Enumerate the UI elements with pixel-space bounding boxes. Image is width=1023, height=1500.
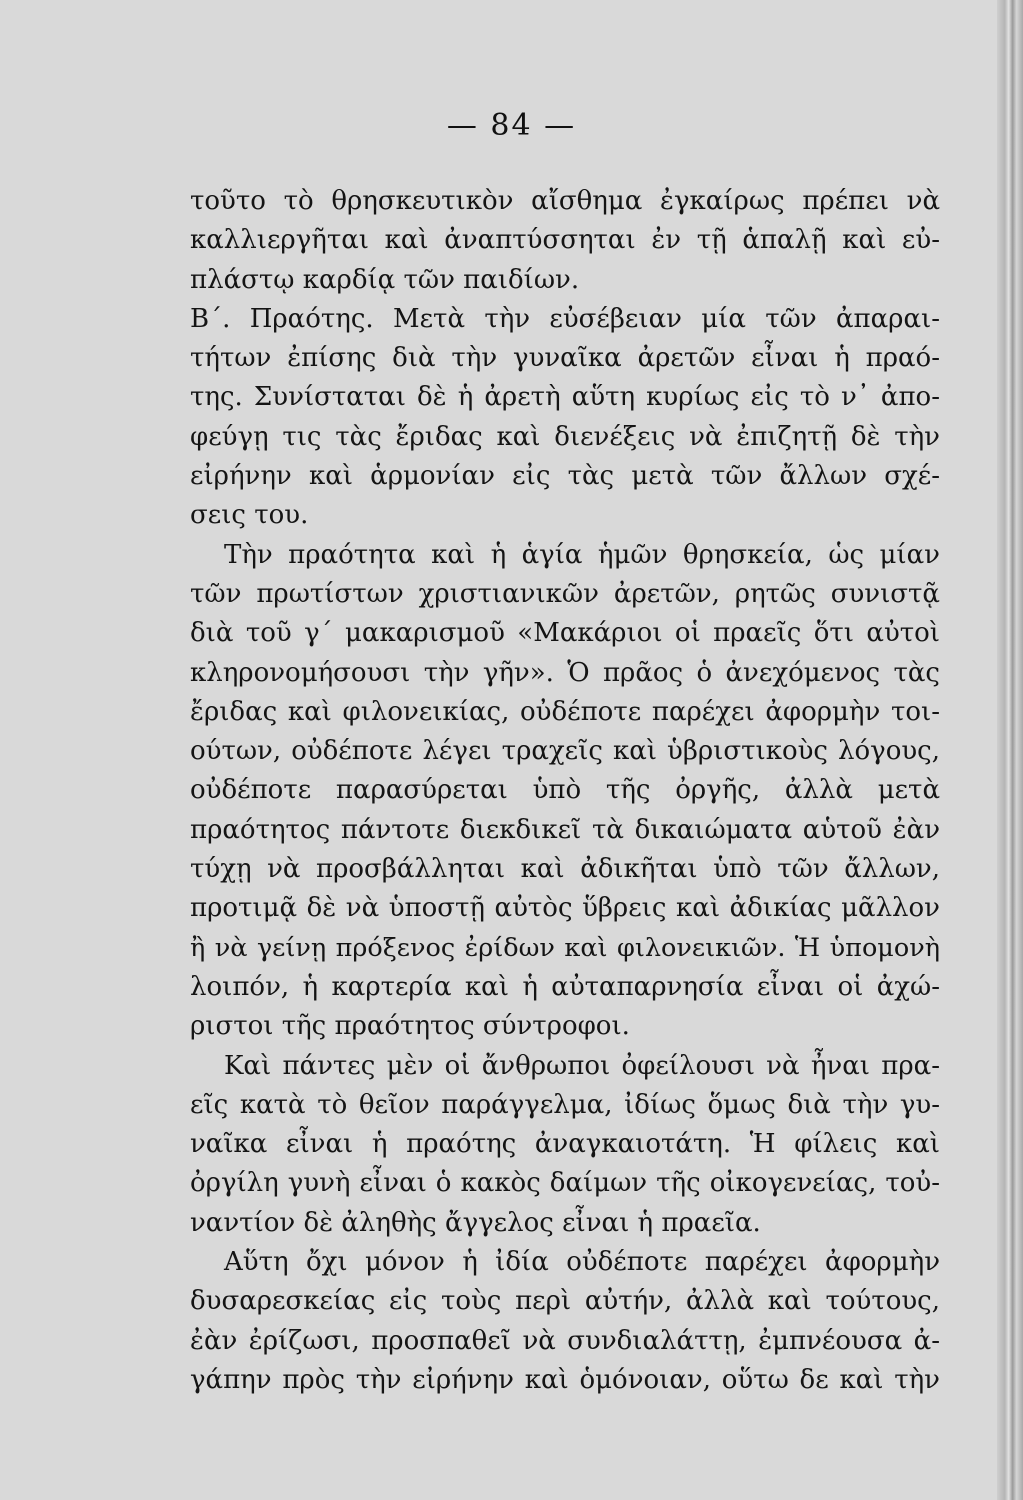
text-line: της. Συνίσταται δὲ ἡ ἀρετὴ αὕτη κυρίως εἰς τὸ ν᾽ ἀπο- — [190, 382, 940, 413]
text-line: δυσαρεσκείας εἰς τοὺς περὶ αὐτήν, ἀλλὰ καὶ τούτους, — [190, 1286, 940, 1317]
text-line: πραότητος πάντοτε διεκδικεῖ τὰ δικαιώματα αὑτοῦ ἐὰν — [190, 814, 940, 845]
text-line: Β΄. Πραότης. Μετὰ τὴν εὐσέβειαν μία τῶν ἀπαραι- — [190, 303, 940, 334]
page-edge — [997, 0, 1023, 1500]
text-line: ναῖκα εἶναι ἡ πραότης ἀναγκαιοτάτη. Ἡ φίλεις καὶ — [190, 1129, 940, 1160]
text-line: Αὕτη ὄχι μόνον ἡ ἰδία οὐδέποτε παρέχει ἀφορμὴν — [224, 1247, 940, 1278]
text-line: προτιμᾷ δὲ νὰ ὑποστῇ αὐτὸς ὕβρεις καὶ ἀδικίας μᾶλλον — [190, 893, 940, 924]
text-line: εῖς κατὰ τὸ θεῖον παράγγελμα, ἰδίως ὅμως διὰ τὴν γυ- — [190, 1089, 940, 1120]
text-line: εἰρήνην καὶ ἁρμονίαν εἰς τὰς μετὰ τῶν ἄλλων σχέ- — [190, 461, 940, 492]
text-line: ναντίον δὲ ἀληθὴς ἄγγελος εἶναι ἡ πραεῖα. — [190, 1207, 761, 1238]
text-line: Καὶ πάντες μὲν οἱ ἄνθρωποι ὀφείλουσι νὰ ἦναι πρα- — [224, 1050, 940, 1081]
text-line: ἢ νὰ γείνῃ πρόξενος ἐρίδων καὶ φιλονεικιῶν. Ἡ ὑπομονὴ — [190, 932, 940, 963]
text-line: ὀργίλη γυνὴ εἶναι ὁ κακὸς δαίμων τῆς οἰκογενείας, τοὐ- — [190, 1168, 940, 1199]
text-line: πλάστῳ καρδίᾳ τῶν παιδίων. — [190, 264, 580, 295]
body-text — [190, 182, 940, 1400]
text-line: ἔριδας καὶ φιλονεικίας, οὐδέποτε παρέχει ἀφορμὴν τοι- — [190, 696, 940, 727]
text-line: ούτων, οὐδέποτε λέγει τραχεῖς καὶ ὑβριστικοὺς λόγους, — [190, 736, 940, 767]
text-line: φεύγῃ τις τὰς ἔριδας καὶ διενέξεις νὰ ἐπιζητῇ δὲ τὴν — [190, 421, 940, 452]
text-line: ἐὰν ἐρίζωσι, προσπαθεῖ νὰ συνδιαλάττῃ, ἐμπνέουσα ἀ- — [190, 1325, 940, 1356]
text-line: λοιπόν, ἡ καρτερία καὶ ἡ αὐταπαρνησία εἶναι οἱ ἀχώ- — [190, 971, 940, 1002]
text-line: Τὴν πραότητα καὶ ἡ ἁγία ἡμῶν θρησκεία, ὡς μίαν — [224, 539, 940, 570]
text-line: τήτων ἐπίσης διὰ τὴν γυναῖκα ἀρετῶν εἶναι ἡ πραό- — [190, 343, 940, 374]
text-line: τῶν πρωτίστων χριστιανικῶν ἀρετῶν, ρητῶς συνιστᾷ — [190, 578, 940, 609]
text-line: ριστοι τῆς πραότητος σύντροφοι. — [190, 1011, 630, 1042]
text-line: οὐδέποτε παρασύρεται ὑπὸ τῆς ὀργῆς, ἀλλὰ μετὰ — [190, 775, 940, 806]
text-line: τύχῃ νὰ προσβάλληται καὶ ἀδικῆται ὑπὸ τῶν ἄλλων, — [190, 854, 940, 885]
text-line: τοῦτο τὸ θρησκευτικὸν αἴσθημα ἐγκαίρως πρέπει νὰ — [190, 186, 940, 216]
text-line: σεις του. — [190, 500, 309, 531]
text-line: διὰ τοῦ γ΄ μακαρισμοῦ «Μακάριοι οἱ πραεῖς ὅτι αὐτοὶ — [190, 618, 940, 649]
text-line: καλλιεργῆται καὶ ἀναπτύσσηται ἐν τῇ ἁπαλῇ καὶ εὐ- — [190, 225, 940, 256]
page-number: — 84 — — [446, 108, 577, 143]
text-line: γάπην πρὸς τὴν εἰρήνην καὶ ὁμόνοιαν, οὕτω δε καὶ τὴν — [190, 1364, 940, 1395]
text-line: κληρονομήσουσι τὴν γῆν». Ὁ πρᾶος ὁ ἀνεχόμενος τὰς — [190, 657, 940, 688]
